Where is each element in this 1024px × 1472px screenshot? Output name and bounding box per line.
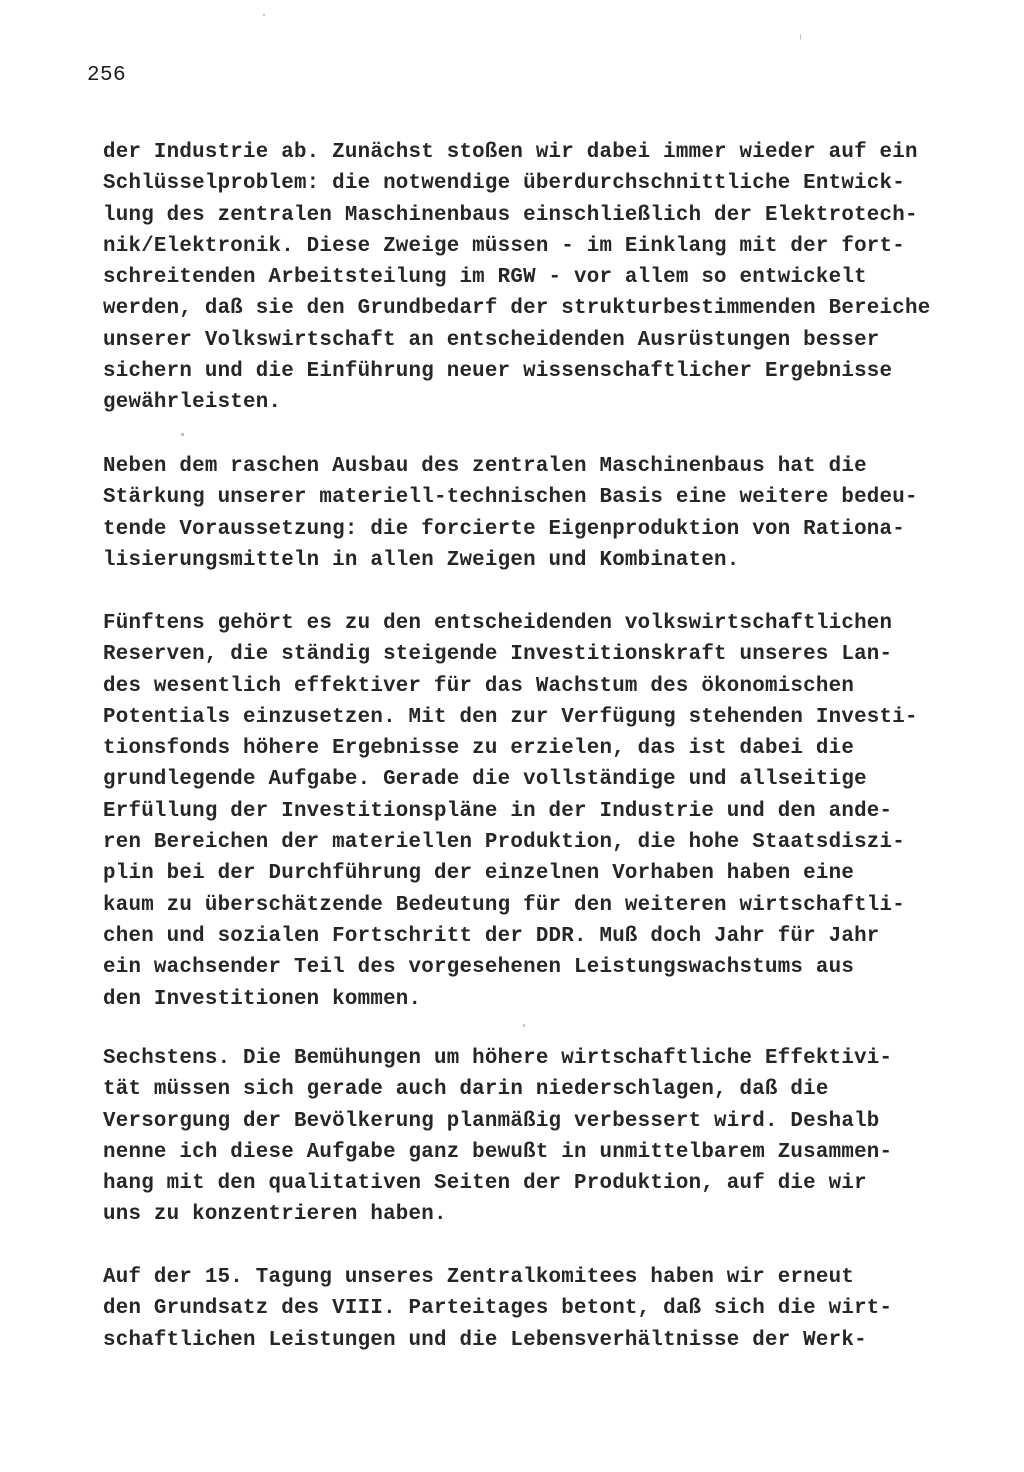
text-line: den Grundsatz des VIII. Parteitages betont, daß sich die wirt- bbox=[103, 1297, 893, 1321]
text-line: ein wachsender Teil des vorgesehenen Leistungswachstums aus bbox=[103, 956, 855, 980]
text-line: Reserven, die ständig steigende Investitionskraft unseres Lan- bbox=[103, 643, 893, 667]
text-line: plin bei der Durchführung der einzelnen Vorhaben haben eine bbox=[103, 862, 855, 886]
text-line: lisierungsmitteln in allen Zweigen und Kombinaten. bbox=[103, 548, 740, 572]
text-line: lung des zentralen Maschinenbaus einschließlich der Elektrotech- bbox=[103, 203, 918, 227]
text-line: Fünftens gehört es zu den entscheidenden volkswirtschaftlichen bbox=[103, 612, 893, 635]
scan-speck bbox=[263, 14, 265, 16]
text-line: tionsfonds höhere Ergebnisse zu erzielen, das ist dabei die bbox=[103, 737, 855, 761]
text-line: werden, daß sie den Grundbedarf der strukturbestimmenden Bereiche bbox=[103, 297, 931, 321]
paragraph-2 bbox=[103, 451, 943, 576]
text-line: Schlüsselproblem: die notwendige überdurchschnittliche Entwick- bbox=[103, 172, 906, 196]
text-line: des wesentlich effektiver für das Wachstum des ökonomischen bbox=[103, 674, 855, 698]
text-line: uns zu konzentrieren haben. bbox=[103, 1203, 447, 1227]
scan-speck bbox=[523, 1024, 525, 1027]
text-line: schreitenden Arbeitsteilung im RGW - vor allem so entwickelt bbox=[103, 266, 867, 290]
text-line: der Industrie ab. Zunächst stoßen wir dabei immer wieder auf ein bbox=[103, 141, 918, 164]
text-line: Versorgung der Bevölkerung planmäßig verbessert wird. Deshalb bbox=[103, 1109, 880, 1133]
text-line: sichern und die Einführung neuer wissenschaftlicher Ergebnisse bbox=[103, 360, 893, 384]
paragraph-5 bbox=[103, 1262, 943, 1356]
paragraph-3 bbox=[103, 608, 943, 1015]
scan-speck bbox=[181, 433, 184, 436]
text-line: Potentials einzusetzen. Mit den zur Verfügung stehenden Investi- bbox=[103, 705, 918, 729]
text-line: ren Bereichen der materiellen Produktion, die hohe Staatsdiszi- bbox=[103, 831, 906, 855]
text-line: Sechstens. Die Bemühungen um höhere wirtschaftliche Effektivi- bbox=[103, 1047, 893, 1070]
text-line: den Investitionen kommen. bbox=[103, 987, 422, 1011]
text-line: Auf der 15. Tagung unseres Zentralkomitees haben wir erneut bbox=[103, 1266, 855, 1289]
page-number: 256 bbox=[87, 64, 127, 87]
text-line: grundlegende Aufgabe. Gerade die vollständige und allseitige bbox=[103, 768, 867, 792]
text-line: tät müssen sich gerade auch darin niederschlagen, daß die bbox=[103, 1078, 829, 1102]
text-line: Stärkung unserer materiell-technischen Basis eine weitere bedeu- bbox=[103, 486, 918, 510]
text-line: Neben dem raschen Ausbau des zentralen Maschinenbaus hat die bbox=[103, 455, 867, 478]
paragraph-4 bbox=[103, 1043, 943, 1231]
text-line: unserer Volkswirtschaft an entscheidenden Ausrüstungen besser bbox=[103, 328, 880, 352]
text-line: chen und sozialen Fortschritt der DDR. Muß doch Jahr für Jahr bbox=[103, 924, 880, 948]
scan-speck bbox=[800, 34, 801, 40]
text-line: kaum zu überschätzende Bedeutung für den weiteren wirtschaftli- bbox=[103, 893, 906, 917]
paragraph-1 bbox=[103, 137, 943, 419]
text-line: schaftlichen Leistungen und die Lebensverhältnisse der Werk- bbox=[103, 1328, 867, 1352]
text-line: Erfüllung der Investitionspläne in der Industrie und den ande- bbox=[103, 799, 893, 823]
text-line: gewährleisten. bbox=[103, 391, 282, 415]
text-line: tende Voraussetzung: die forcierte Eigenproduktion von Rationa- bbox=[103, 517, 906, 541]
text-line: nik/Elektronik. Diese Zweige müssen - im Einklang mit der fort- bbox=[103, 234, 906, 258]
text-line: hang mit den qualitativen Seiten der Produktion, auf die wir bbox=[103, 1172, 867, 1196]
text-line: nenne ich diese Aufgabe ganz bewußt in unmittelbarem Zusammen- bbox=[103, 1140, 893, 1164]
